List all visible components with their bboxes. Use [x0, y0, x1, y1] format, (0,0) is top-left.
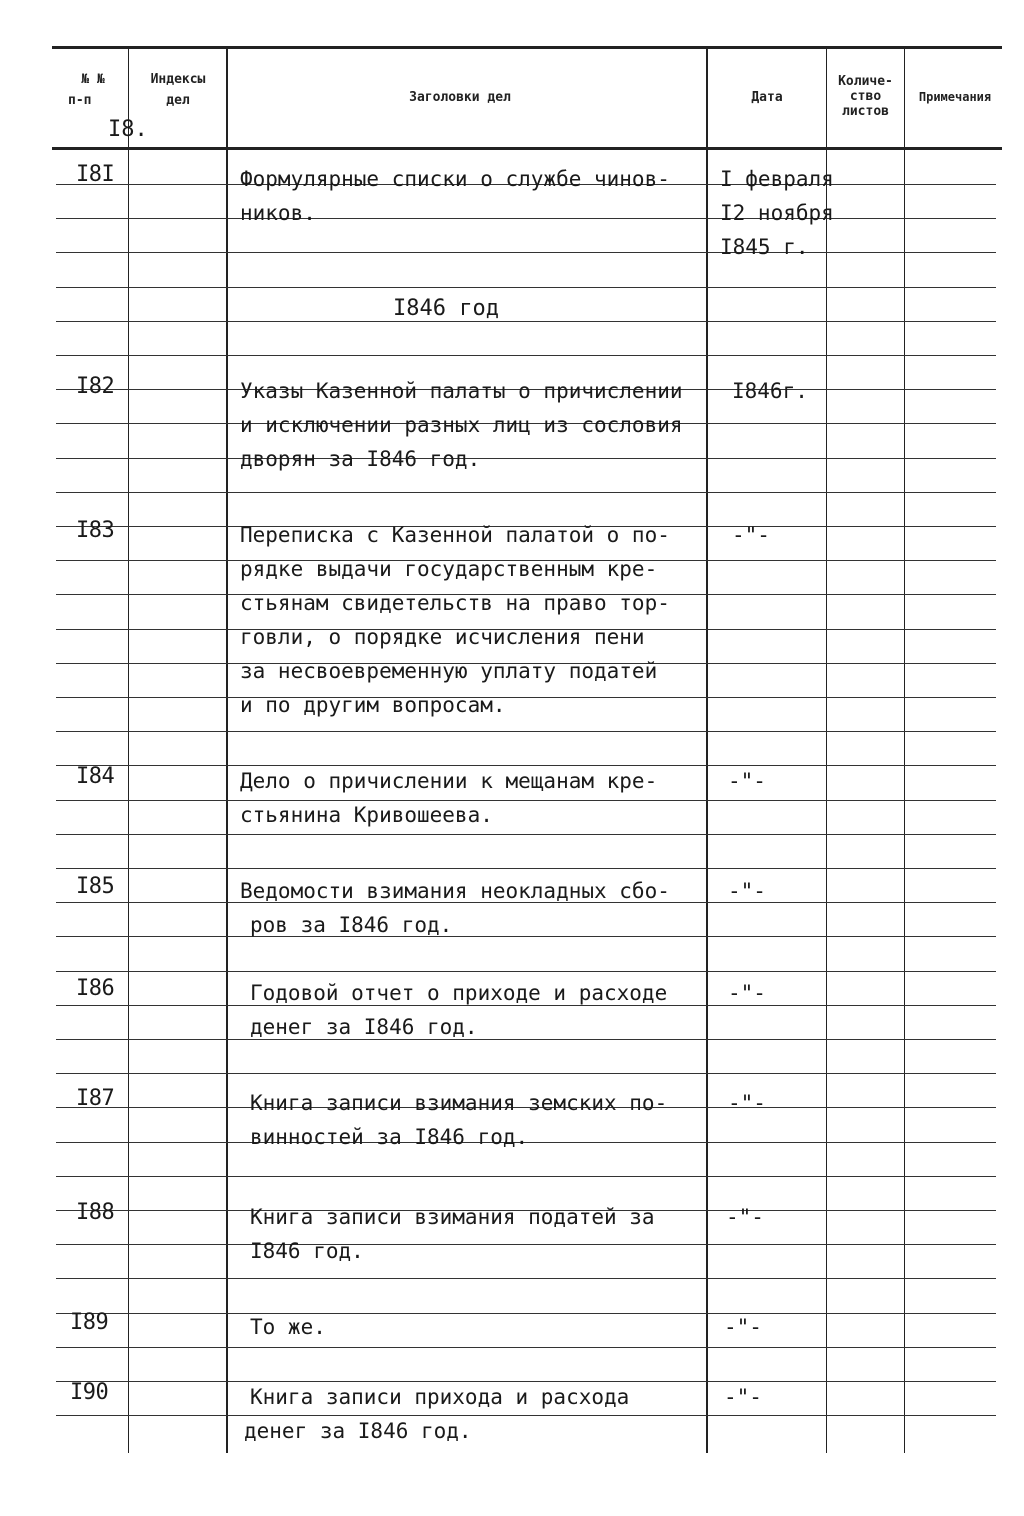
- entry-title: [240, 764, 710, 832]
- entry-date: [728, 764, 766, 798]
- header-count-label: [827, 74, 904, 119]
- entry-title-line: винностей за I846 год.: [250, 1125, 529, 1149]
- header-num-line1: № №: [81, 72, 105, 87]
- entry-date: [728, 976, 766, 1010]
- entry-title-line: Книга записи взимания земских по-: [250, 1091, 668, 1115]
- header-index-label: [130, 72, 226, 108]
- header-index-line1: Индексы: [150, 72, 206, 87]
- entry-title: [240, 874, 710, 942]
- entry-number: I82: [76, 374, 115, 399]
- entry-title-line: Книга записи взимания податей за: [250, 1205, 655, 1229]
- entry-date-line: -"-: [724, 1385, 762, 1409]
- entry-date-line: -"-: [732, 523, 770, 547]
- ruled-line: [56, 1278, 996, 1279]
- header-top-rule: [52, 46, 1002, 49]
- header-date-label: Дата: [751, 90, 783, 105]
- entry-number: I87: [76, 1086, 115, 1111]
- header-count-line3: листов: [842, 104, 889, 119]
- entry-date-line: -"-: [728, 981, 766, 1005]
- entry-title: [250, 1086, 720, 1154]
- entry-date: [732, 374, 808, 408]
- entry-title-line: и исключении разных лиц из сословия: [240, 413, 683, 437]
- col-divider-5: [904, 48, 905, 1453]
- entry-date: [732, 518, 770, 552]
- entry-title-line: денег за I846 год.: [244, 1419, 472, 1443]
- entry-title-line: Формулярные списки о службе чинов-: [240, 167, 670, 191]
- header-num-label: [58, 72, 128, 108]
- entry-title-line: стьянина Кривошеева.: [240, 803, 493, 827]
- ruled-line: [56, 492, 996, 493]
- entry-title: [240, 518, 710, 722]
- header-notes-label: Примечания: [918, 90, 992, 104]
- entry-title-line: Указы Казенной палаты о причислении: [240, 379, 683, 403]
- entry-title-line: I846 год.: [250, 1239, 364, 1263]
- entry-title-line: говли, о порядке исчисления пени: [240, 625, 645, 649]
- entry-title: [250, 976, 720, 1044]
- entry-title: [240, 374, 710, 476]
- entry-date: [726, 1200, 764, 1234]
- entry-date-line: I2 ноября: [720, 201, 834, 225]
- header-index-line2: дел: [166, 93, 190, 108]
- ruled-line: [56, 868, 996, 869]
- entry-date: [720, 162, 834, 264]
- ruled-line: [56, 971, 996, 972]
- entry-number: I85: [76, 874, 115, 899]
- ruled-line: [56, 287, 996, 288]
- entry-number: I88: [76, 1200, 115, 1225]
- entry-date: [728, 1086, 766, 1120]
- entry-title-line: То же.: [250, 1315, 326, 1339]
- entry-date-line: -"-: [728, 879, 766, 903]
- entry-title: [250, 1310, 720, 1344]
- entry-date: [724, 1380, 762, 1414]
- entry-date-line: -"-: [726, 1205, 764, 1229]
- year-heading: I846 год: [393, 296, 499, 321]
- ruled-line: [56, 355, 996, 356]
- entry-title-line: ников.: [240, 201, 316, 225]
- header-num-line2: п-п: [68, 93, 92, 108]
- entry-number: I8I: [76, 162, 115, 187]
- entry-title: [250, 1200, 720, 1268]
- entry-title: [240, 162, 710, 230]
- entry-title-line: стьянам свидетельств на право тор-: [240, 591, 670, 615]
- entry-title-line: денег за I846 год.: [250, 1015, 478, 1039]
- entry-date-line: -"-: [724, 1315, 762, 1339]
- col-divider-1: [128, 48, 129, 1453]
- entry-number: I90: [70, 1380, 109, 1405]
- ruled-line: [56, 1347, 996, 1348]
- entry-title-line: и по другим вопросам.: [240, 693, 506, 717]
- ruled-line: [56, 252, 996, 253]
- header-count-line2: ство: [849, 89, 882, 104]
- entry-date: [728, 874, 766, 908]
- header-bottom-rule: [52, 147, 1002, 150]
- col-divider-2: [226, 48, 228, 1453]
- entry-date-line: I февраля: [720, 167, 834, 191]
- sheet-number: I8.: [108, 117, 148, 142]
- entry-title-line: Годовой отчет о приходе и расходе: [250, 981, 668, 1005]
- entry-title-line: Книга записи прихода и расхода: [250, 1385, 630, 1409]
- entry-date: [724, 1310, 762, 1344]
- entry-date-line: I846г.: [732, 379, 808, 403]
- ruled-line: [56, 1176, 996, 1177]
- entry-title-line: дворян за I846 год.: [240, 447, 481, 471]
- header-count-line1: Количе-: [838, 74, 893, 89]
- entry-date-line: -"-: [728, 769, 766, 793]
- entry-title-line: Дело о причислении к мещанам кре-: [240, 769, 658, 793]
- ruled-line: [56, 321, 996, 322]
- header-title-label: Заголовки дел: [409, 90, 511, 105]
- entry-number: I89: [70, 1310, 109, 1335]
- ruled-line: [56, 1073, 996, 1074]
- entry-title-line: рядке выдачи государственным кре-: [240, 557, 658, 581]
- entry-number: I83: [76, 518, 115, 543]
- entry-title-line: Переписка с Казенной палатой о по-: [240, 523, 670, 547]
- ruled-line: [56, 731, 996, 732]
- entry-title-line: за несвоевременную уплату податей: [240, 659, 658, 683]
- entry-title-line: Ведомости взимания неокладных сбо-: [240, 879, 670, 903]
- entry-number: I84: [76, 764, 115, 789]
- entry-date-line: I845 г.: [720, 235, 809, 259]
- ruled-line: [56, 834, 996, 835]
- entry-number: I86: [76, 976, 115, 1001]
- entry-title-line: ров за I846 год.: [250, 913, 453, 937]
- entry-date-line: -"-: [728, 1091, 766, 1115]
- entry-title: [244, 1380, 720, 1448]
